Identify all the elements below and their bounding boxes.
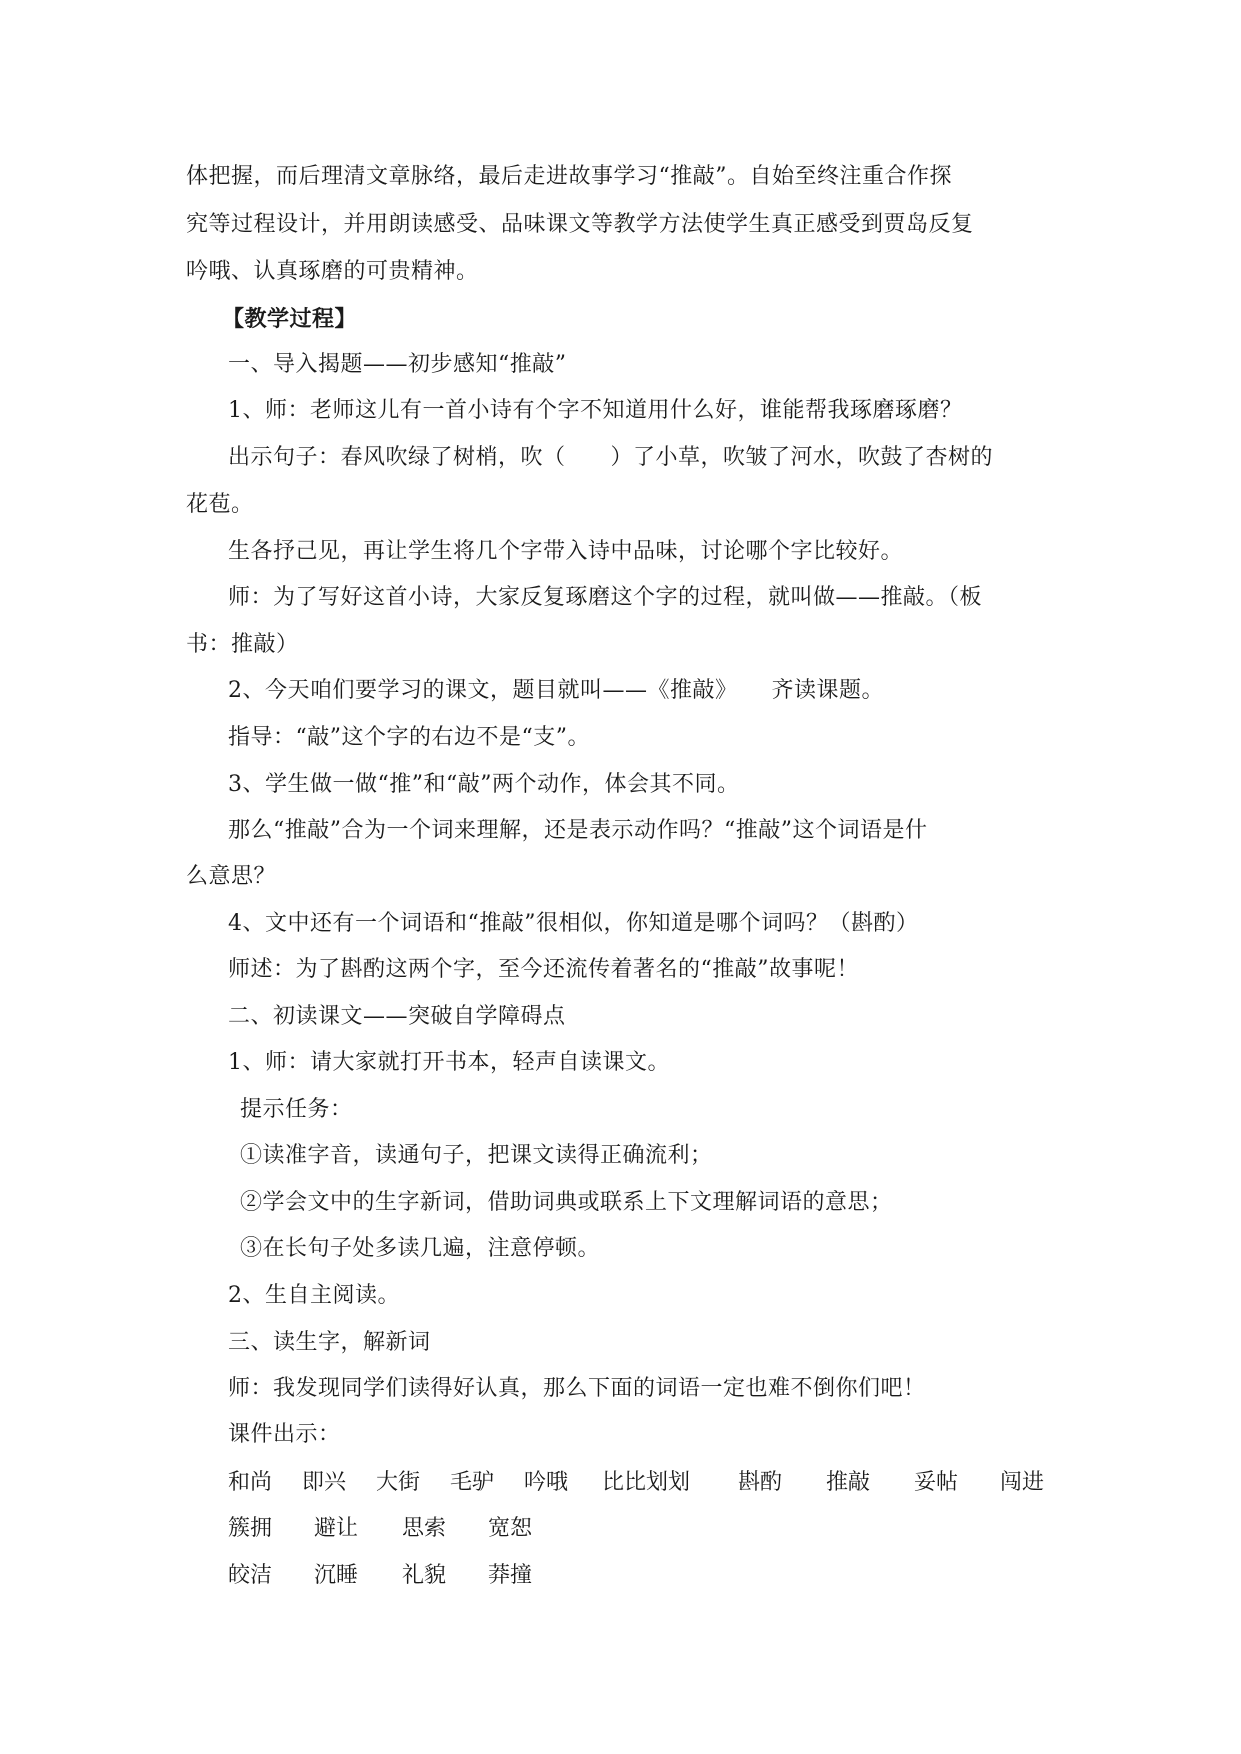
vocabulary-word: 毛驴 (450, 1470, 495, 1495)
paragraph-line: 体把握，而后理清文章脉络，最后走进故事学习“推敲”。自始至终注重合作探 (186, 164, 952, 189)
paragraph-line: 师：为了写好这首小诗，大家反复琢磨这个字的过程，就叫做——推敲。（板 (228, 585, 983, 610)
paragraph-line: 那么“推敲”合为一个词来理解，还是表示动作吗？“推敲”这个词语是什 (228, 818, 928, 843)
paragraph-line: 2、生自主阅读。 (228, 1283, 400, 1308)
paragraph-line: 4、文中还有一个词语和“推敲”很相似，你知道是哪个词吗？（斟酌） (228, 911, 919, 936)
subheading: 一、导入揭题——初步感知“推敲” (228, 352, 567, 377)
vocabulary-word: 避让 (314, 1516, 359, 1541)
paragraph-line: 指导：“敲”这个字的右边不是“支”。 (228, 725, 590, 750)
vocabulary-word: 大街 (376, 1470, 421, 1495)
subheading: 二、初读课文——突破自学障碍点 (228, 1004, 566, 1029)
paragraph-line: 3、学生做一做“推”和“敲”两个动作，体会其不同。 (228, 772, 740, 797)
vocabulary-word: 皎洁 (228, 1563, 273, 1588)
paragraph-line: 吟哦、认真琢磨的可贵精神。 (186, 259, 479, 284)
paragraph-line: 1、师：老师这儿有一首小诗有个字不知道用什么好，谁能帮我琢磨琢磨？ (228, 398, 963, 423)
task-item: ③在长句子处多读几遍，注意停顿。 (240, 1236, 601, 1261)
vocabulary-word: 莽撞 (488, 1563, 533, 1588)
task-item: ①读准字音，读通句子，把课文读得正确流利； (240, 1143, 713, 1168)
paragraph-line: 1、师：请大家就打开书本，轻声自读课文。 (228, 1050, 670, 1075)
paragraph-line: 师述：为了斟酌这两个字，至今还流传着著名的“推敲”故事呢！ (228, 957, 859, 982)
paragraph-line: 出示句子：春风吹绿了树梢，吹（ ）了小草，吹皱了河水，吹鼓了杏树的 (228, 445, 994, 470)
vocabulary-word: 和尚 (228, 1470, 273, 1495)
vocabulary-word: 吟哦 (524, 1470, 569, 1495)
vocabulary-word: 推敲 (826, 1470, 871, 1495)
vocabulary-word: 即兴 (302, 1470, 347, 1495)
vocabulary-word: 簇拥 (228, 1516, 273, 1541)
vocabulary-word: 闯进 (1000, 1470, 1045, 1495)
paragraph-line: 究等过程设计，并用朗读感受、品味课文等教学方法使学生真正感受到贾岛反复 (186, 212, 974, 237)
subheading: 三、读生字，解新词 (228, 1330, 431, 1355)
paragraph-line: 么意思？ (186, 864, 277, 889)
task-item: ②学会文中的生字新词，借助词典或联系上下文理解词语的意思； (240, 1190, 893, 1215)
paragraph-line: 生各抒己见，再让学生将几个字带入诗中品味，讨论哪个字比较好。 (228, 539, 904, 564)
paragraph-line: 2、今天咱们要学习的课文，题目就叫——《推敲》 齐读课题。 (228, 678, 884, 703)
vocabulary-word: 礼貌 (402, 1563, 447, 1588)
vocabulary-word: 沉睡 (314, 1563, 359, 1588)
vocabulary-word: 思索 (402, 1516, 447, 1541)
section-heading: 【教学过程】 (222, 306, 358, 332)
vocabulary-word: 斟酌 (738, 1470, 783, 1495)
paragraph-line: 提示任务： (240, 1097, 353, 1122)
paragraph-line: 课件出示： (228, 1422, 341, 1447)
paragraph-line: 花苞。 (186, 492, 254, 517)
vocabulary-word: 比比划划 (602, 1470, 691, 1495)
paragraph-line: 师：我发现同学们读得好认真，那么下面的词语一定也难不倒你们吧！ (228, 1376, 926, 1401)
vocabulary-word: 妥帖 (914, 1470, 959, 1495)
vocabulary-word: 宽恕 (488, 1516, 533, 1541)
paragraph-line: 书：推敲） (186, 632, 299, 657)
